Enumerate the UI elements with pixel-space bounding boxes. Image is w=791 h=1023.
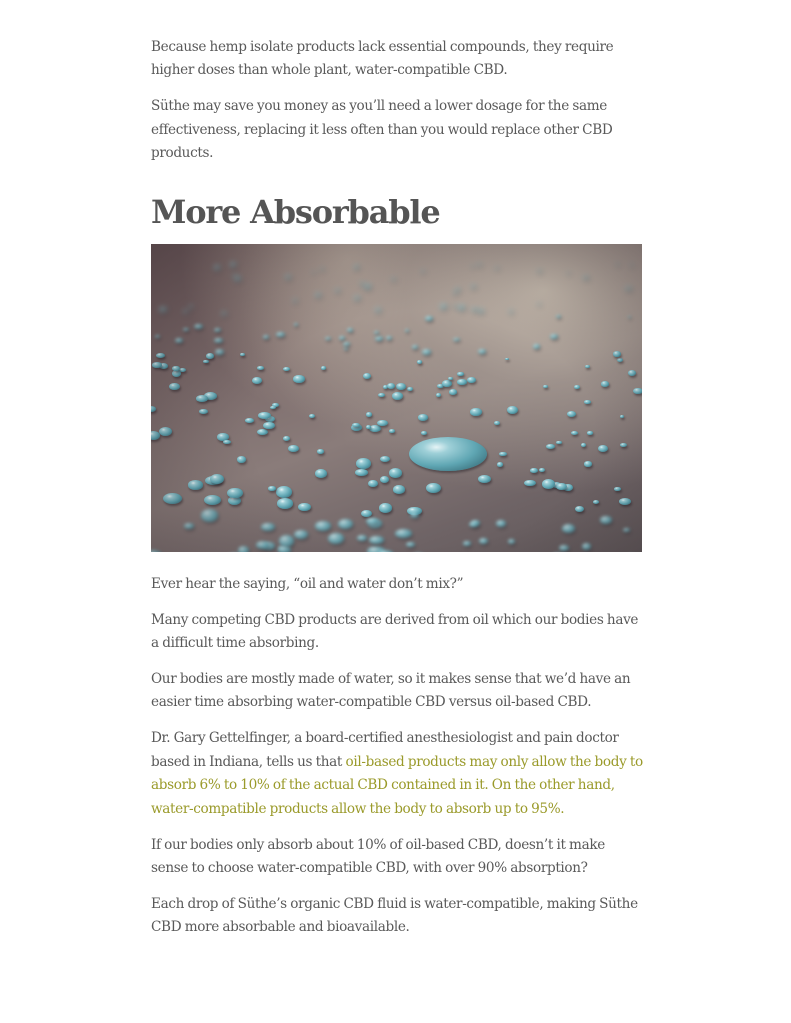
water-droplet <box>509 310 513 313</box>
water-droplet <box>412 345 418 349</box>
water-droplet <box>354 296 360 300</box>
water-droplet <box>151 550 162 552</box>
water-droplet <box>471 265 474 267</box>
water-droplet <box>617 358 623 362</box>
article-body <box>151 36 643 952</box>
water-droplet <box>377 420 388 426</box>
paragraph-bodies-water: Our bodies are mostly made of water, so it makes sense that we’d have an easier time absorbing water-compatible CBD versus oil-based CBD. <box>151 671 631 711</box>
water-droplet <box>567 411 577 417</box>
water-droplet <box>279 535 295 547</box>
water-droplet <box>633 388 642 394</box>
water-droplet <box>396 383 406 390</box>
water-droplets-image <box>151 244 642 552</box>
water-droplet <box>425 316 433 321</box>
water-droplet <box>230 262 236 267</box>
paragraph-each-drop: Each drop of Süthe’s organic CBD fluid is water-compatible, making Süthe CBD more absorbable and bioavailable. <box>151 896 638 936</box>
water-droplet <box>206 353 214 359</box>
water-droplet <box>407 387 413 391</box>
water-droplet <box>374 331 379 334</box>
water-droplet <box>175 338 183 343</box>
water-droplet <box>623 528 631 532</box>
water-droplet <box>257 429 268 436</box>
water-droplet <box>320 268 324 271</box>
water-droplet <box>393 485 405 493</box>
water-droplet <box>575 506 584 512</box>
water-droplet <box>457 372 463 377</box>
water-droplet <box>357 535 367 541</box>
paragraph-doctor-quote <box>151 727 643 821</box>
water-droplet <box>542 479 555 488</box>
paragraph-hemp-isolate: Because hemp isolate products lack essential compounds, they require higher doses than whole plant, water-compatible CBD. <box>151 39 614 79</box>
water-droplet <box>252 377 262 384</box>
water-droplet <box>537 303 541 305</box>
water-droplet <box>375 336 383 341</box>
water-droplet <box>537 270 542 273</box>
water-droplet <box>221 312 226 315</box>
water-droplet <box>377 550 395 551</box>
water-droplet <box>463 541 471 546</box>
highlighted-quote: oil-based products may only allow the body to absorb 6% to 10% of the actual CBD contained in it. On the other hand, water-compatible products allow the body to absorb up to 95%. <box>151 753 643 817</box>
water-droplet <box>478 263 481 265</box>
water-droplet <box>163 493 182 504</box>
water-droplet <box>559 545 569 552</box>
water-droplet <box>448 377 453 380</box>
water-droplet <box>387 383 395 389</box>
water-droplet <box>245 418 254 423</box>
water-droplet <box>585 365 590 368</box>
water-droplet <box>227 488 243 499</box>
water-droplet <box>328 533 344 545</box>
water-droplet <box>215 349 224 355</box>
water-droplet <box>436 393 441 397</box>
water-droplet <box>368 480 378 487</box>
water-droplet <box>375 308 381 312</box>
water-droplet <box>159 427 172 436</box>
water-droplet <box>556 483 567 490</box>
water-droplet <box>457 379 467 385</box>
water-droplet <box>620 443 627 447</box>
water-droplet <box>496 520 506 527</box>
section-heading: More Absorbable <box>151 192 440 231</box>
water-droplet <box>151 406 156 412</box>
water-droplet <box>616 263 620 265</box>
large-water-droplet <box>409 437 487 471</box>
water-droplet <box>406 542 414 547</box>
water-droplet <box>380 476 389 483</box>
water-droplet <box>203 360 209 364</box>
water-droplet <box>625 287 631 290</box>
water-droplet <box>189 305 194 308</box>
water-droplet <box>294 323 298 326</box>
water-droplet <box>169 383 180 390</box>
water-droplet <box>495 267 498 269</box>
water-droplet <box>386 336 392 340</box>
water-droplet <box>194 324 203 329</box>
water-droplet <box>315 521 331 530</box>
water-droplet <box>237 456 246 462</box>
water-droplet <box>530 468 537 473</box>
water-droplet <box>395 529 412 538</box>
water-droplet <box>505 358 509 361</box>
water-droplet <box>263 335 269 339</box>
water-droplet <box>364 284 371 289</box>
water-droplet <box>325 337 331 340</box>
water-droplet <box>315 293 322 297</box>
water-droplet <box>494 421 500 425</box>
water-droplet <box>479 538 488 544</box>
water-droplet <box>355 469 368 477</box>
water-droplet <box>543 385 548 388</box>
water-droplet <box>240 353 245 356</box>
water-droplet <box>405 329 409 332</box>
water-droplet <box>201 509 218 521</box>
water-droplet <box>278 546 292 552</box>
water-droplet <box>587 431 592 434</box>
water-droplet <box>455 288 460 291</box>
water-droplet <box>261 523 274 531</box>
water-droplet <box>214 265 220 269</box>
water-droplet <box>619 498 631 505</box>
water-droplet <box>343 342 351 346</box>
water-droplet <box>453 305 457 307</box>
water-droplet <box>172 366 180 372</box>
water-droplet <box>339 336 345 340</box>
water-droplet <box>550 334 558 339</box>
water-droplet <box>471 285 476 288</box>
water-droplet <box>268 486 276 491</box>
water-droplet <box>151 431 160 440</box>
water-droplet <box>152 362 162 368</box>
water-droplet <box>467 377 476 383</box>
water-droplet <box>283 436 290 441</box>
water-droplet <box>172 370 181 377</box>
water-droplet <box>356 458 371 469</box>
water-droplet <box>581 443 587 447</box>
water-droplet <box>613 351 621 357</box>
water-droplet <box>184 523 194 528</box>
water-droplet <box>614 487 620 491</box>
water-droplet <box>338 519 353 529</box>
water-droplet <box>293 299 297 301</box>
water-droplet <box>620 415 625 418</box>
water-droplet <box>352 423 360 427</box>
water-droplet <box>574 385 580 390</box>
water-droplet <box>508 539 515 544</box>
water-droplet <box>159 307 167 312</box>
water-droplet <box>507 406 518 414</box>
water-droplet <box>497 462 503 466</box>
water-droplet <box>199 409 209 415</box>
water-droplet <box>449 389 457 395</box>
water-droplet <box>600 516 612 524</box>
water-droplet <box>196 395 208 402</box>
water-droplet <box>582 543 592 550</box>
water-droplet <box>440 304 447 309</box>
water-droplet <box>556 315 561 318</box>
water-droplet <box>288 445 299 452</box>
water-droplet <box>155 335 160 338</box>
water-droplet <box>156 353 165 358</box>
water-droplet <box>315 469 327 478</box>
water-droplet <box>234 276 241 281</box>
water-droplet <box>335 289 341 292</box>
water-droplet <box>471 308 478 312</box>
water-droplet <box>293 375 304 383</box>
water-droplet <box>389 468 402 478</box>
water-droplet <box>442 380 451 386</box>
water-droplet <box>571 431 578 435</box>
water-droplet <box>478 475 491 483</box>
water-droplet <box>223 440 231 444</box>
water-droplet <box>583 276 588 279</box>
water-droplet <box>499 452 507 457</box>
water-droplet <box>567 272 570 274</box>
water-droplet <box>598 445 608 452</box>
water-droplet <box>593 500 599 504</box>
water-droplet <box>294 530 309 539</box>
water-droplet <box>312 271 315 273</box>
water-droplet <box>183 328 188 331</box>
water-droplet <box>422 349 431 355</box>
water-droplet <box>276 332 284 337</box>
paragraph-competing-products: Many competing CBD products are derived from oil which our bodies have a difficult time absorbing. <box>151 611 639 652</box>
water-droplet <box>630 264 633 266</box>
water-droplet <box>360 282 364 285</box>
water-droplet <box>363 373 371 379</box>
water-droplet <box>277 498 293 509</box>
water-droplet <box>478 309 484 313</box>
water-droplet <box>426 483 440 493</box>
water-droplet <box>263 422 275 430</box>
water-droplet <box>317 449 324 454</box>
water-droplet <box>380 456 391 462</box>
water-droplet <box>369 536 384 544</box>
water-droplet <box>470 408 481 416</box>
water-droplet <box>270 406 276 410</box>
water-droplet <box>410 512 419 518</box>
water-droplet <box>188 480 203 489</box>
water-droplet <box>214 338 223 343</box>
water-droplet <box>321 366 326 370</box>
water-droplet <box>344 347 348 350</box>
water-droplet <box>389 429 396 433</box>
water-droplet <box>214 328 221 332</box>
water-droplet <box>453 292 457 294</box>
water-droplet <box>417 360 422 364</box>
water-droplet <box>421 431 428 435</box>
water-droplet <box>238 546 250 551</box>
water-droplet <box>379 503 392 512</box>
water-droplet <box>584 400 591 404</box>
water-droplet <box>539 468 545 472</box>
water-droplet <box>533 344 540 349</box>
paragraph-absorption-question: If our bodies only absorb about 10% of oil-based CBD, doesn’t it make sense to choose water-compatible CBD, with over 90% absorption? <box>151 836 605 877</box>
water-droplet <box>366 412 372 416</box>
water-droplet <box>347 328 353 331</box>
water-droplet <box>232 274 235 276</box>
water-droplet <box>285 275 291 279</box>
water-droplet <box>421 270 425 273</box>
water-droplet <box>183 310 187 313</box>
water-droplet <box>546 444 555 449</box>
water-droplet <box>453 338 459 342</box>
water-droplet <box>584 461 592 466</box>
paragraph-save-money: Süthe may save you money as you’ll need a lower dosage for the same effectiveness, replacing it less often than you would replace other CBD products. <box>151 98 613 162</box>
water-droplet <box>478 349 486 354</box>
water-droplet <box>392 392 403 400</box>
water-droplet <box>210 474 223 484</box>
water-droplet <box>378 393 386 397</box>
paragraph-oil-water: Ever hear the saying, “oil and water don’t mix?” <box>151 575 464 592</box>
water-droplet <box>354 265 359 269</box>
water-droplet <box>601 381 610 387</box>
water-droplet <box>469 522 478 527</box>
water-droplet <box>391 278 395 281</box>
water-droplet <box>628 370 636 376</box>
water-droplet <box>257 366 263 370</box>
quote-lead-text: Dr. Gary Gettelfinger, a board-certified anesthesiologist and pain doctor based in Indiana, tells us that <box>151 730 619 770</box>
water-droplet <box>556 441 561 445</box>
water-droplet <box>298 503 310 511</box>
water-droplet <box>361 510 373 517</box>
water-droplet <box>283 367 290 371</box>
water-droplet <box>418 414 429 421</box>
water-droplet <box>562 524 575 533</box>
water-droplet <box>628 316 632 318</box>
water-droplet <box>276 486 292 498</box>
water-droplet <box>309 414 315 418</box>
water-droplet <box>204 495 222 506</box>
water-droplet <box>524 480 535 486</box>
water-droplet <box>458 305 466 310</box>
